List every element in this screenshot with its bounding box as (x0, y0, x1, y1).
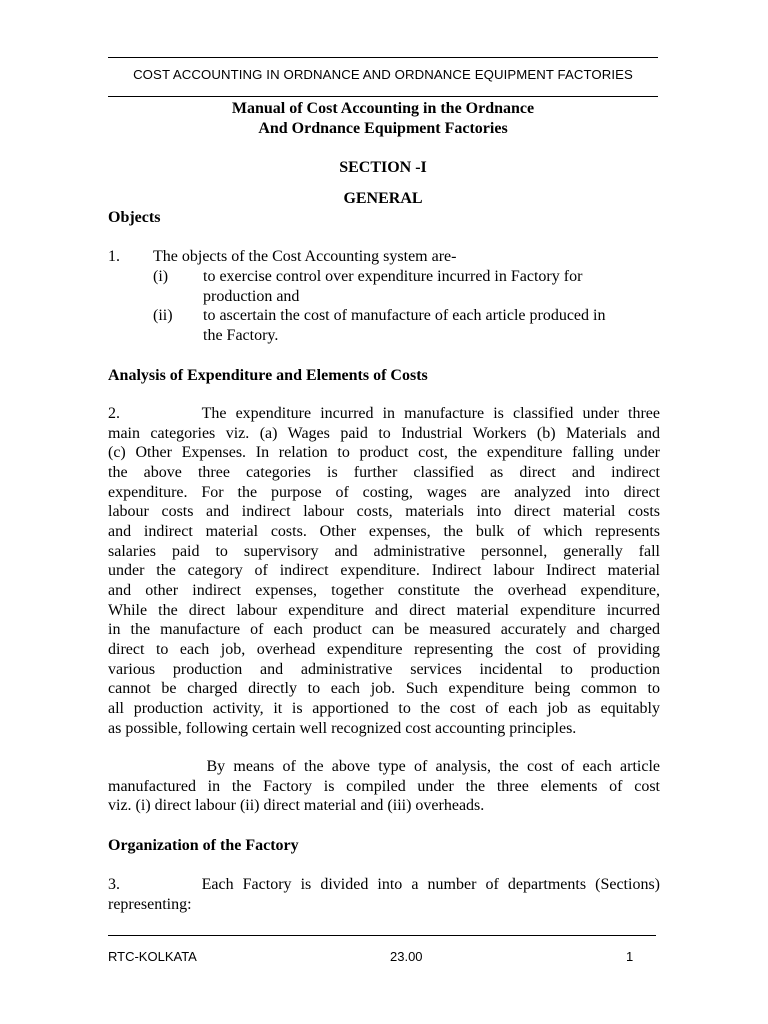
analysis-heading: Analysis of Expenditure and Elements of Costs (108, 367, 428, 384)
running-header: COST ACCOUNTING IN ORDNANCE AND ORDNANCE EQUIPMENT FACTORIES (133, 67, 633, 82)
para-2-line: While the direct labour expenditure and direct material expenditure incurred (108, 601, 660, 619)
para-3 (108, 875, 660, 914)
objects-heading: Objects (108, 209, 161, 226)
header-bottom-rule (108, 96, 658, 97)
para-2-line: and other indirect expenses, together constitute the overhead expenditure, (108, 581, 660, 599)
para-2-line: and indirect material costs. Other expenses, the bulk of which represents (108, 522, 660, 540)
section-subtitle: GENERAL (343, 190, 423, 207)
para-2-line: under the category of indirect expenditure. Indirect labour Indirect material (108, 562, 660, 580)
para-3-line: representing: (108, 895, 192, 913)
para-2-line: various production and administrative services incidental to production (108, 660, 660, 678)
para-2-line: all production activity, it is apportioned to the cost of each job as equitably (108, 699, 660, 717)
para-2-line: (c) Other Expenses. In relation to product cost, the expenditure falling under (108, 444, 660, 462)
organization-heading: Organization of the Factory (108, 837, 299, 854)
para-2-line: as possible, following certain well recognized cost accounting principles. (108, 719, 577, 737)
item-ii-line-2: the Factory. (203, 327, 279, 344)
para-2-line: cannot be charged directly to each job. Such expenditure being common to (108, 680, 660, 698)
header-top-rule (108, 57, 658, 58)
footer-center: 23.00 (390, 949, 423, 964)
item-i-line-1: to exercise control over expenditure incurred in Factory for (203, 268, 583, 285)
item-i-line-2: production and (203, 288, 300, 305)
para-2b (108, 757, 660, 816)
para-2-line: expenditure. For the purpose of costing, wages are analyzed into direct (108, 483, 660, 501)
item-i-marker: (i) (153, 268, 169, 285)
para-2b-line: viz. (i) direct labour (ii) direct material and (iii) overheads. (108, 797, 485, 815)
para-1-text: The objects of the Cost Accounting system are- (153, 248, 457, 265)
para-2 (108, 404, 660, 738)
para-2-line: direct to each job, overhead expenditure representing the cost of providing (108, 640, 660, 658)
para-2-line: labour costs and indirect labour costs, materials into direct material costs (108, 503, 660, 521)
footer-left: RTC-KOLKATA (108, 949, 197, 964)
para-2-line: 2. The expenditure incurred in manufacture is classified under three (108, 405, 660, 422)
item-ii-marker: (ii) (153, 307, 173, 324)
footer-page-number: 1 (626, 949, 634, 964)
footer-rule (108, 935, 656, 936)
para-3-line: 3. Each Factory is divided into a number of departments (Sections) (108, 876, 660, 893)
para-2-line: main categories viz. (a) Wages paid to Industrial Workers (b) Materials and (108, 424, 660, 442)
document-title-line-1: Manual of Cost Accounting in the Ordnance (231, 100, 535, 117)
document-title-line-2: And Ordnance Equipment Factories (258, 120, 508, 137)
para-2-line: the above three categories is further classified as direct and indirect (108, 463, 660, 481)
para-2b-line: By means of the above type of analysis, the cost of each article (108, 758, 660, 775)
para-2b-line: manufactured in the Factory is compiled under the three elements of cost (108, 777, 660, 795)
para-2-line: salaries paid to supervisory and administrative personnel, generally fall (108, 542, 660, 560)
para-1-number: 1. (108, 248, 120, 265)
item-ii-line-1: to ascertain the cost of manufacture of each article produced in (203, 307, 606, 324)
para-2-line: in the manufacture of each product can be measured accurately and charged (108, 621, 660, 639)
section-title: SECTION -I (339, 159, 427, 176)
